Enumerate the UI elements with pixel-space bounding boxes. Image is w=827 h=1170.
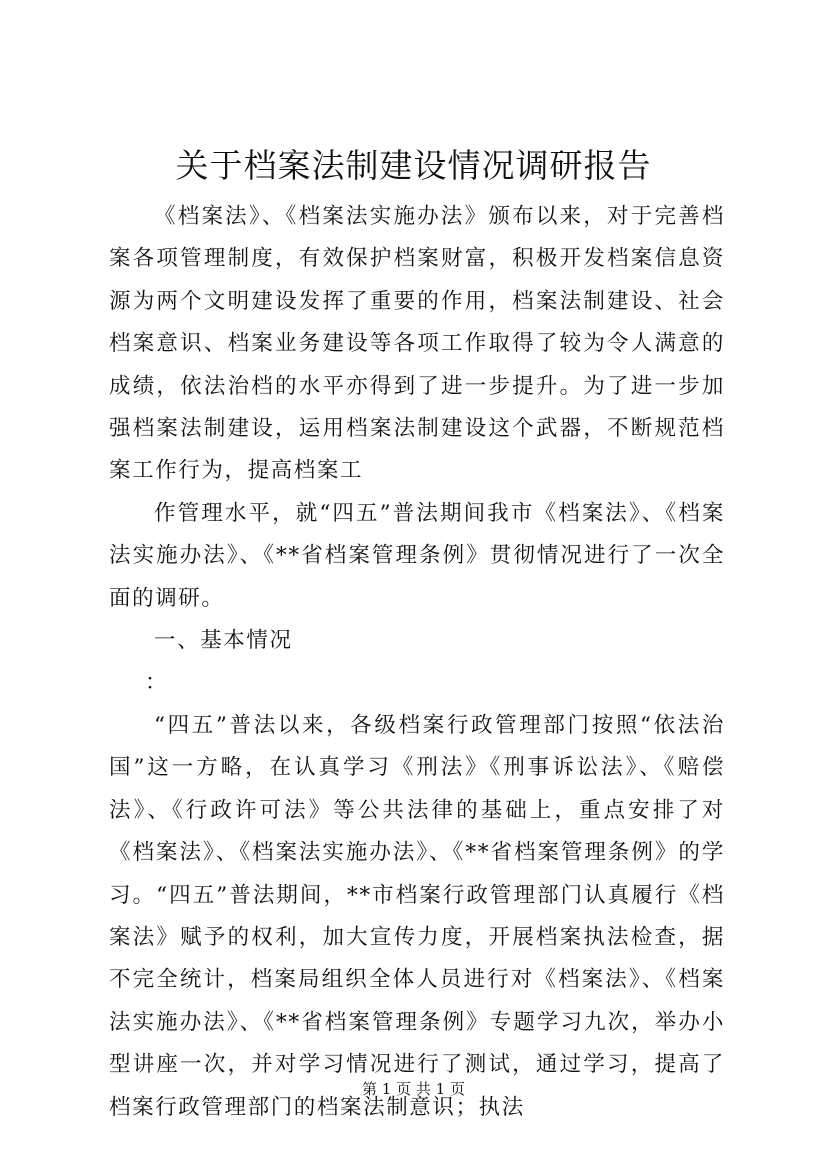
paragraph-intro: 《档案法》、《档案法实施办法》颁布以来，对于完善档案各项管理制度，有效保护档案财富，积极开发档案信息资源为两个文明建设发挥了重要的作用，档案法制建设、社会档案意识、档案业务建设等各项工作取得了较为令人满意的成绩，依法治档的水平亦得到了进一步提升。为了进一步加强档案法制建设，运用档案法制建设这个武器，不断规范档案工作行为，提高档案工	[109, 204, 725, 484]
document-body	[109, 196, 725, 1129]
page-number-footer: 第 1 页 共 1 页	[362, 1080, 465, 1098]
paragraph-situation: “四五”普法以来，各级档案行政管理部门按照“依法治国”这一方略，在认真学习《刑法》《刑事诉讼法》、《赔偿法》、《行政许可法》等公共法律的基础上，重点安排了对《档案法》、《档案法实施办法》、《**省档案管理条例》的学习。“四五”普法期间，**市档案行政管理部门认真履行《档案法》赋予的权利，加大宣传力度，开展档案执法检查，据不完全统计，档案局组织全体人员进行对《档案法》、《档案法实施办法》、《**省档案管理条例》专题学习九次，举办小型讲座一次，并对学习情况进行了测试，通过学习，提高了档案行政管理部门的档案法制意识；执法	[109, 712, 725, 1120]
section-heading-basic-situation: 一、基本情况	[154, 628, 293, 654]
paragraph-purpose: 作管理水平，就“四五”普法期间我市《档案法》、《档案法实施办法》、《**省档案管理条例》贯彻情况进行了一次全面的调研。	[109, 500, 725, 611]
colon-line: ：	[145, 670, 169, 696]
document-title: 关于档案法制建设情况调研报告	[175, 146, 652, 185]
